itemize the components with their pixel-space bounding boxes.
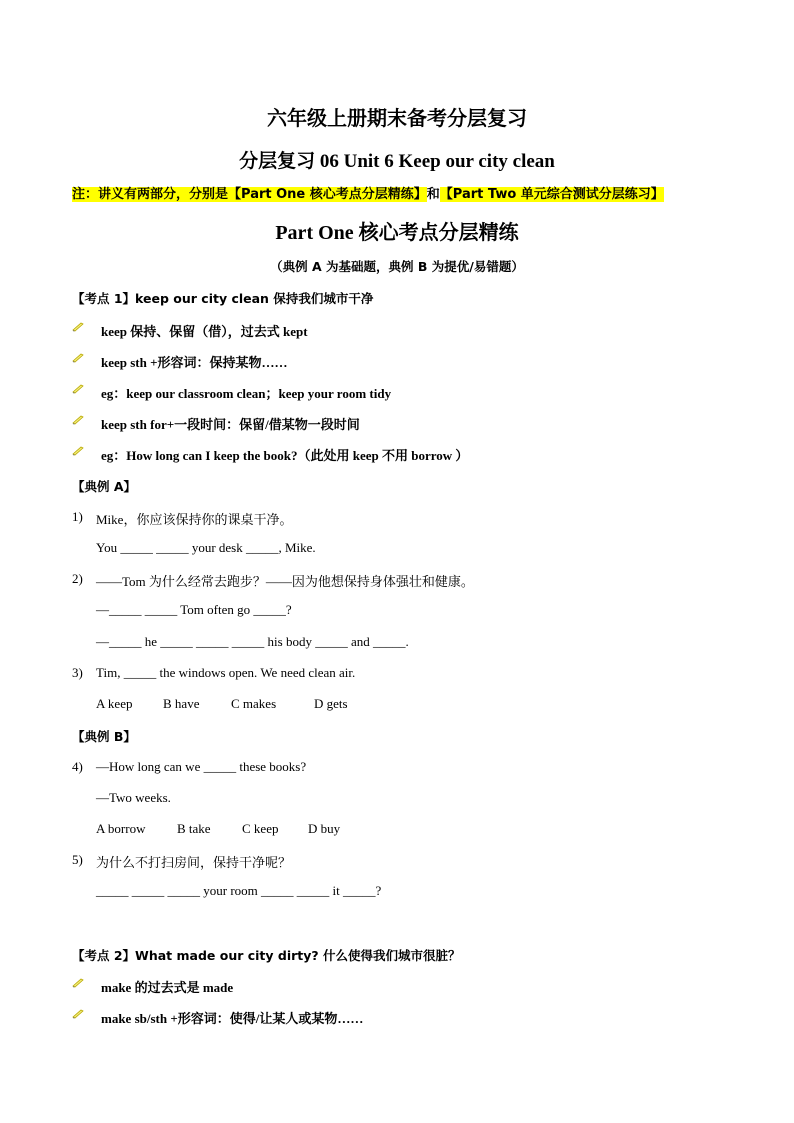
note-and: 和 xyxy=(426,187,440,202)
question-number: 5) xyxy=(72,852,83,867)
point1-bullet-2: keep sth +形容词：保持某物…… xyxy=(101,355,288,370)
pencil-icon xyxy=(72,446,84,456)
pencil-icon xyxy=(72,978,84,988)
point2-bullet-1: make 的过去式是 made xyxy=(101,980,234,995)
point2-heading: 【考点 2】What made our city dirty? 什么使得我们城市很脏？ xyxy=(72,948,461,963)
question-number: 4) xyxy=(72,759,83,774)
option-c: C makes xyxy=(231,696,277,711)
question-2-text: ——Tom 为什么经常去跑步？——因为他想保持身体强壮和健康。 xyxy=(96,574,474,589)
note-line xyxy=(72,183,664,202)
point1-bullet-1: keep 保持、保留（借），过去式 kept xyxy=(101,324,308,339)
point2-bullet-2: make sb/sth +形容词：使得/让某人或某物…… xyxy=(101,1011,364,1026)
question-number: 3) xyxy=(72,665,83,680)
option-c: C keep xyxy=(242,821,279,836)
question-number: 1) xyxy=(72,509,83,524)
point1-bullet-3: eg：keep our classroom clean；keep your room tidy xyxy=(101,386,392,401)
question-3-text: Tim, _____ the windows open. We need clean air. xyxy=(96,665,356,680)
question-5-text: 为什么不打扫房间，保持干净呢？ xyxy=(96,855,292,870)
question-number: 2) xyxy=(72,571,83,586)
point1-heading: 【考点 1】keep our city clean 保持我们城市干净 xyxy=(72,291,374,306)
pencil-icon xyxy=(72,353,84,363)
part-one-heading: Part One 核心考点分层精练 xyxy=(275,222,519,244)
note-part1: 【Part One 核心考点分层精练】 xyxy=(228,187,427,202)
option-a: A borrow xyxy=(96,821,146,836)
question-2-blank-line-2: —_____ he _____ _____ _____ his body _____ and _____. xyxy=(96,634,409,649)
question-5-blank-line: _____ _____ _____ your room _____ _____ it _____? xyxy=(96,883,382,898)
question-1-text: Mike，你应该保持你的课桌干净。 xyxy=(96,512,293,527)
option-a: A keep xyxy=(96,696,133,711)
document-subtitle: 分层复习 06 Unit 6 Keep our city clean xyxy=(239,151,555,172)
question-4-answer-line: —Two weeks. xyxy=(96,790,171,805)
option-d: D gets xyxy=(314,696,348,711)
pencil-icon xyxy=(72,415,84,425)
option-b: B have xyxy=(163,696,200,711)
note-prefix: 注：讲义有两部分，分别是 xyxy=(72,187,229,202)
question-4-text: —How long can we _____ these books? xyxy=(96,759,307,774)
question-1-blank-line: You _____ _____ your desk _____, Mike. xyxy=(96,540,316,555)
point1-bullet-4: keep sth for+一段时间：保留/借某物一段时间 xyxy=(101,417,360,432)
note-part2: 【Part Two 单元综合测试分层练习】 xyxy=(439,187,664,202)
pencil-icon xyxy=(72,1009,84,1019)
part-one-subheading: （典例 A 为基础题，典例 B 为提优/易错题） xyxy=(270,259,524,274)
example-b-label: 【典例 B】 xyxy=(72,729,136,744)
point1-bullet-5: eg：How long can I keep the book?（此处用 keep 不用 borrow ） xyxy=(101,448,469,463)
document-title: 六年级上册期末备考分层复习 xyxy=(267,106,527,130)
option-b: B take xyxy=(177,821,211,836)
question-2-blank-line-1: —_____ _____ Tom often go _____? xyxy=(96,602,292,617)
pencil-icon xyxy=(72,322,84,332)
pencil-icon xyxy=(72,384,84,394)
option-d: D buy xyxy=(308,821,341,836)
example-a-label: 【典例 A】 xyxy=(72,479,137,494)
